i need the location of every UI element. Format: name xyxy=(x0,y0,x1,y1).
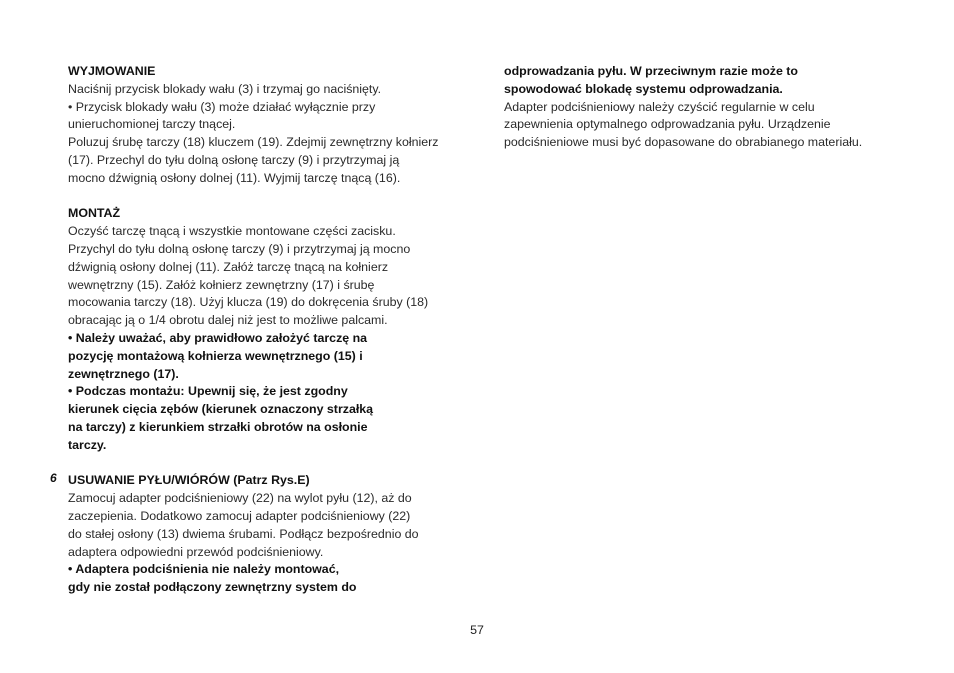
text-line: obracając ją o 1/4 obrotu dalej niż jest to możliwe palcami. xyxy=(68,313,388,328)
text-line: • Przycisk blokady wału (3) może działać wyłącznie przy xyxy=(68,99,376,114)
left-column xyxy=(68,63,460,597)
text-line: Poluzuj śrubę tarczy (18) kluczem (19). Zdejmij zewnętrzny kołnierz xyxy=(68,135,439,150)
text-line: mocowania tarczy (18). Użyj klucza (19) do dokręcenia śruby (18) xyxy=(68,295,429,310)
section-heading-removal: WYJMOWANIE xyxy=(68,64,156,78)
text-line: dźwignią osłony dolnej (11). Załóż tarczę tnącą na kołnierz xyxy=(68,259,389,274)
bold-text-line: • Adaptera podciśnienia nie należy montować, xyxy=(68,562,340,577)
section-heading-mounting: MONTAŻ xyxy=(68,206,121,221)
text-line: (17). Przechyl do tyłu dolną osłonę tarczy (9) i przytrzymaj ją xyxy=(68,152,400,167)
text-line: zapewnienia optymalnego odprowadzania pyłu. Urządzenie xyxy=(504,117,831,132)
bold-text-line: gdy nie został podłączony zewnętrzny system do xyxy=(68,580,357,595)
bold-text-line: na tarczy) z kierunkiem strzałki obrotów na osłonie xyxy=(68,419,368,434)
text-line: mocno dźwignią osłony dolnej (11). Wyjmij tarczę tnącą (16). xyxy=(68,170,401,185)
page-number: 57 xyxy=(470,623,484,637)
text-line: zaczepienia. Dodatkowo zamocuj adapter podciśnieniowy (22) xyxy=(68,508,411,523)
text-line: podciśnieniowe musi być dopasowane do obrabianego materiału. xyxy=(504,135,863,150)
text-line: adaptera odpowiedni przewód podciśnieniowy. xyxy=(68,544,324,559)
bold-text-line: tarczy. xyxy=(68,437,107,452)
bold-text-line: • Należy uważać, aby prawidłowo założyć tarczę na xyxy=(68,330,368,345)
text-line: Adapter podciśnieniowy należy czyścić regularnie w celu xyxy=(504,99,815,114)
text-line: wewnętrzny (15). Załóż kołnierz zewnętrzny (17) i śrubę xyxy=(68,277,375,292)
bold-text-line: zewnętrznego (17). xyxy=(68,366,179,381)
text-line: Naciśnij przycisk blokady wału (3) i trzymaj go naciśnięty. xyxy=(68,81,382,96)
section-heading-dust-removal: USUWANIE PYŁU/WIÓRÓW (Patrz Rys.E) xyxy=(68,473,310,488)
text-line: Oczyść tarczę tnącą i wszystkie montowane części zacisku. xyxy=(68,224,396,239)
text-line: Przychyl do tyłu dolną osłonę tarczy (9) i przytrzymaj ją mocno xyxy=(68,241,411,256)
bold-text-line: kierunek cięcia zębów (kierunek oznaczony strzałką xyxy=(68,402,374,417)
bold-text-line: odprowadzania pyłu. W przeciwnym razie może to xyxy=(504,64,798,78)
bold-text-line: spowodować blokadę systemu odprowadzania. xyxy=(504,81,783,96)
bold-text-line: • Podczas montażu: Upewnij się, że jest zgodny xyxy=(68,384,348,399)
right-column xyxy=(504,63,896,152)
text-line: do stałej osłony (13) dwiema śrubami. Podłącz bezpośrednio do xyxy=(68,526,419,541)
text-line: Zamocuj adapter podciśnieniowy (22) na wylot pyłu (12), aż do xyxy=(68,491,412,506)
bold-text-line: pozycję montażową kołnierza wewnętrznego (15) i xyxy=(68,348,363,363)
margin-section-number: 6 xyxy=(50,471,57,485)
text-line: unieruchomionej tarczy tnącej. xyxy=(68,117,236,132)
